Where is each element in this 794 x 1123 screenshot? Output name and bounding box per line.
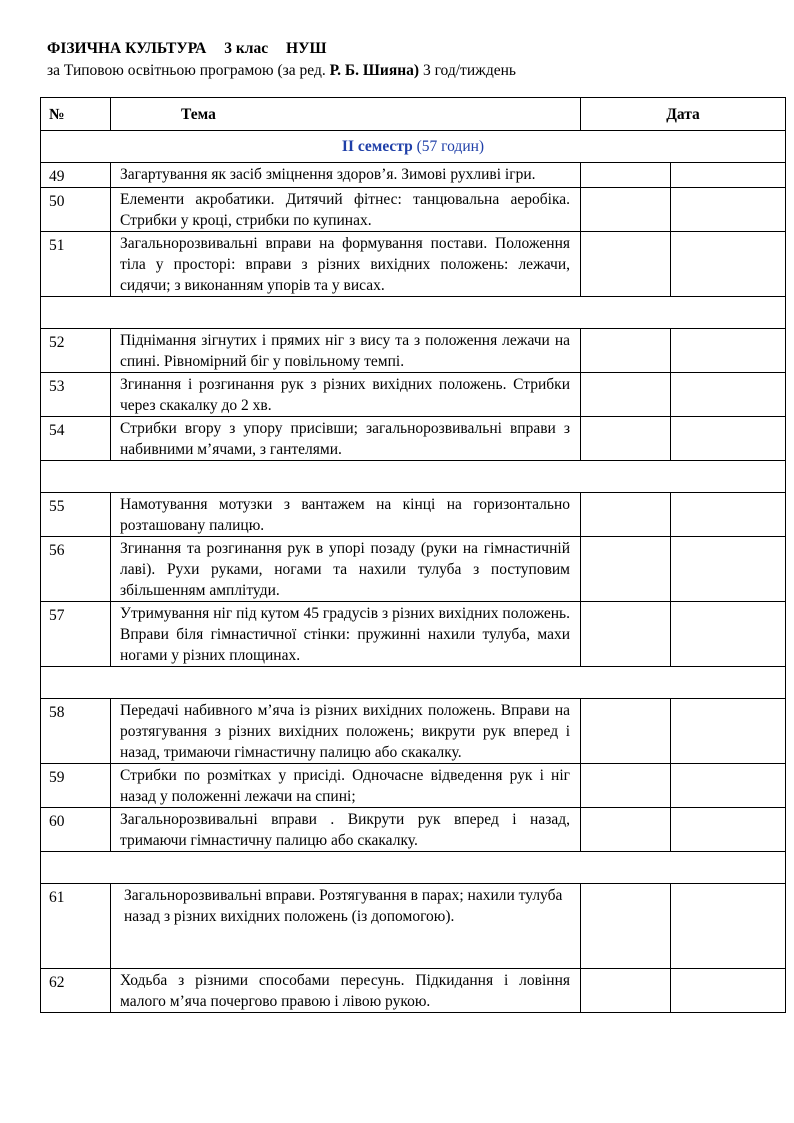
program-line [47,60,516,82]
date-cell[interactable] [581,329,671,373]
lesson-number: 62 [41,969,111,1013]
date-cell[interactable] [671,163,786,188]
date-cell[interactable] [581,764,671,808]
lesson-topic: Елементи акробатики. Дитячий фітнес: танцювальна аеробіка. Стрибки у кроці, стрибки по купинах. [111,188,581,232]
semester-label: ІІ семестр [341,138,413,155]
date-cell[interactable] [581,808,671,852]
lesson-number: 61 [41,884,111,969]
lesson-number: 55 [41,493,111,537]
date-cell[interactable] [671,699,786,764]
lesson-topic: Намотування мотузки з вантажем на кінці на горизонтально розташовану палицю. [111,493,581,537]
table-row [41,764,786,808]
date-cell[interactable] [671,329,786,373]
date-cell[interactable] [671,537,786,602]
date-cell[interactable] [581,884,671,969]
lesson-topic: Стрибки по розмітках у присіді. Одночасне відведення рук і ніг назад у положенні лежачи на спині; [111,764,581,808]
lesson-topic: Утримування ніг під кутом 45 градусів з різних вихідних положень. Вправи біля гімнастичної стінки: пружинні нахили тулуба, махи ногами у різних площинах. [111,602,581,667]
title-line [47,38,516,60]
date-cell[interactable] [581,969,671,1013]
date-cell[interactable] [671,493,786,537]
semester-title [41,131,786,163]
lesson-topic: Загартування як засіб зміцнення здоров’я. Зимові рухливі ігри. [111,163,581,188]
blank-separator [41,297,786,329]
date-cell[interactable] [581,602,671,667]
lesson-number: 49 [41,163,111,188]
date-cell[interactable] [671,969,786,1013]
school-label: НУШ [286,40,327,57]
lesson-number: 56 [41,537,111,602]
date-cell[interactable] [671,764,786,808]
date-cell[interactable] [671,417,786,461]
lesson-topic: Стрибки вгору з упору присівши; загальнорозвивальні вправи з набивними м’ячами, з гантелями. [111,417,581,461]
lesson-number: 59 [41,764,111,808]
semester-hours: (57 годин) [416,138,485,155]
lesson-number: 60 [41,808,111,852]
date-cell[interactable] [581,188,671,232]
week-separator-row [41,667,786,699]
blank-separator [41,852,786,884]
program-editor: Р. Б. Шияна) [329,62,420,79]
table-row [41,188,786,232]
lesson-number: 53 [41,373,111,417]
semester-row [41,131,786,163]
table-row [41,163,786,188]
table-row [41,884,786,969]
blank-separator [41,667,786,699]
week-separator-row [41,852,786,884]
column-header-topic: Тема [111,98,581,131]
date-cell[interactable] [581,537,671,602]
table-row [41,329,786,373]
lesson-number: 57 [41,602,111,667]
table-row [41,417,786,461]
date-cell[interactable] [581,163,671,188]
date-cell[interactable] [671,188,786,232]
lesson-topic: Ходьба з різними способами пересунь. Підкидання і ловіння малого м’яча почергово правою і лівою рукою. [111,969,581,1013]
date-cell[interactable] [671,808,786,852]
lesson-topic: Згинання і розгинання рук з різних вихідних положень. Стрибки через скакалку до 2 хв. [111,373,581,417]
document-heading [47,38,516,82]
lesson-plan-table [40,97,786,1013]
table-row [41,493,786,537]
lesson-topic: Загальнорозвивальні вправи на формування постави. Положення тіла у просторі: вправи з різних вихідних положень: лежачи, сидячи; з виконанням упорів та у висах. [111,232,581,297]
lesson-topic: Загальнорозвивальні вправи . Викрути рук вперед і назад, тримаючи гімнастичну палицю або скакалку. [111,808,581,852]
table-header-row [41,98,786,131]
table-row [41,602,786,667]
date-cell[interactable] [581,232,671,297]
lesson-number: 58 [41,699,111,764]
date-cell[interactable] [581,493,671,537]
table-row [41,232,786,297]
date-cell[interactable] [581,373,671,417]
column-header-date: Дата [581,98,786,131]
week-separator-row [41,297,786,329]
table-row [41,699,786,764]
date-cell[interactable] [671,602,786,667]
date-cell[interactable] [671,232,786,297]
column-header-number: № [41,98,111,131]
table-row [41,537,786,602]
lesson-topic: Загальнорозвивальні вправи. Розтягування в парах; нахили тулуба назад з різних вихідних положень (із допомогою). [111,884,581,969]
table-row [41,373,786,417]
date-cell[interactable] [671,373,786,417]
table-row [41,808,786,852]
lesson-number: 54 [41,417,111,461]
lesson-number: 50 [41,188,111,232]
lesson-topic: Передачі набивного м’яча із різних вихідних положень. Вправи на розтягування з різних вихідних положень; викрути рук вперед і назад, тримаючи гімнастичну палицю або скакалку. [111,699,581,764]
date-cell[interactable] [671,884,786,969]
program-prefix: за Типовою освітньою програмою (за ред. [47,62,326,79]
lesson-topic: Згинання та розгинання рук в упорі позаду (руки на гімнастичній лаві). Рухи руками, ногами та нахили тулуба з поступовим збільшенням амплітуди. [111,537,581,602]
subject-title: ФІЗИЧНА КУЛЬТУРА [47,40,207,57]
program-hours: 3 год/тиждень [422,62,516,79]
week-separator-row [41,461,786,493]
blank-separator [41,461,786,493]
lesson-number: 52 [41,329,111,373]
table-row [41,969,786,1013]
date-cell[interactable] [581,699,671,764]
lesson-number: 51 [41,232,111,297]
grade-label: 3 клас [224,40,269,57]
date-cell[interactable] [581,417,671,461]
lesson-topic: Піднімання зігнутих і прямих ніг з вису та з положення лежачи на спині. Рівномірний біг у повільному темпі. [111,329,581,373]
